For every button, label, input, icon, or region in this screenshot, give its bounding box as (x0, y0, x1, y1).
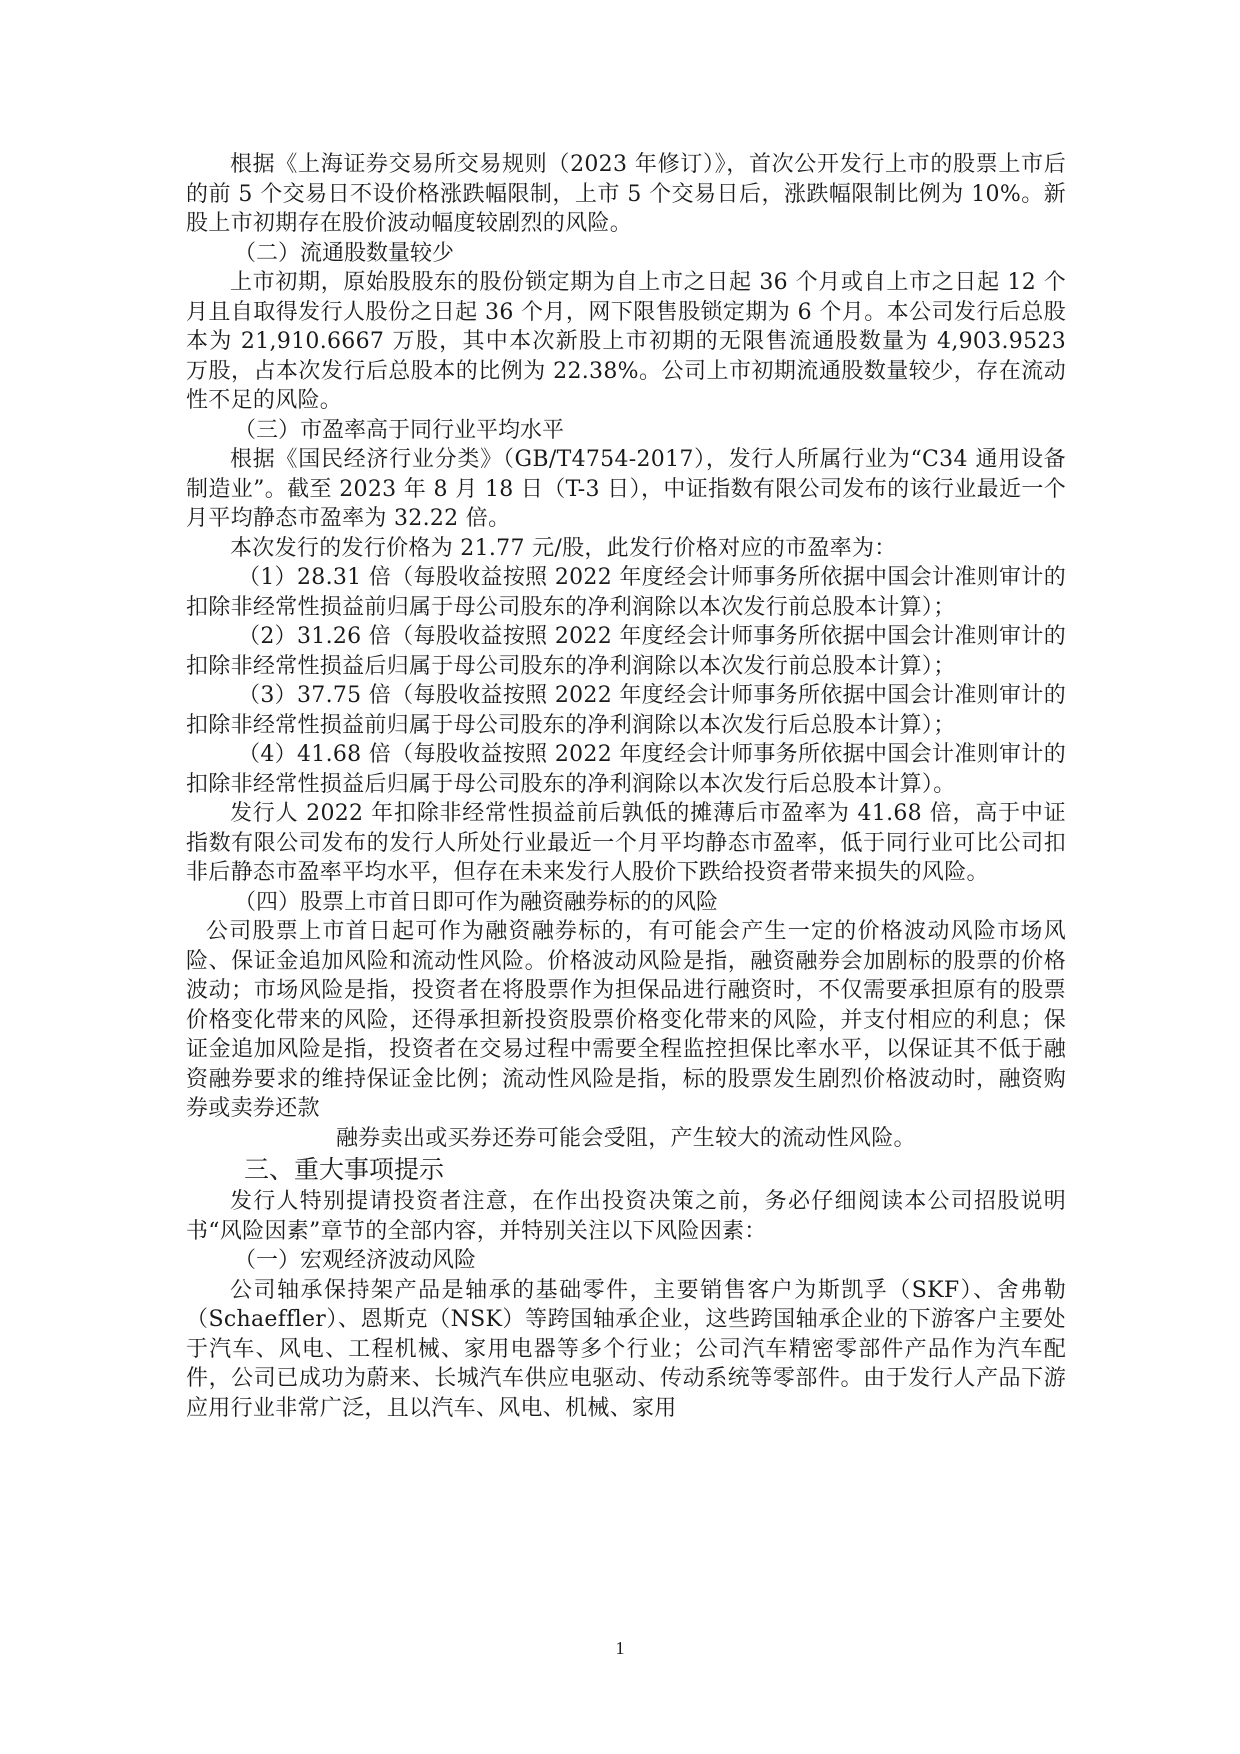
paragraph: 公司轴承保持架产品是轴承的基础零件，主要销售客户为斯凯孚（SKF）、舍弗勒（Schaeffler）、恩斯克（NSK）等跨国轴承企业，这些跨国轴承企业的下游客户主要处于汽车、风电、工程机械、家用电器等多个行业；公司汽车精密零部件产品作为汽车配件，公司已成功为蔚来、长城汽车供应电驱动、传动系统等零部件。由于发行人产品下游应用行业非常广泛，且以汽车、风电、机械、家用 (186, 1277, 1066, 1421)
paragraph: 本次发行的发行价格为 21.77 元/股，此发行价格对应的市盈率为： (230, 535, 897, 561)
chapter-heading: 三、重大事项提示 (244, 1155, 445, 1184)
paragraph: 根据《上海证券交易所交易规则（2023 年修订）》，首次公开发行上市的股票上市后的前 5 个交易日不设价格涨跌幅限制，上市 5 个交易日后，涨跌幅限制比例为 10%。新股上市初期存在股价波动幅度较剧烈的风险。 (186, 152, 1066, 236)
list-item: （2）31.26 倍（每股收益按照 2022 年度经会计师事务所依据中国会计准则审计的扣除非经常性损益后归属于母公司股东的净利润除以本次发行前总股本计算）； (186, 624, 1066, 679)
paragraph: 发行人特别提请投资者注意，在作出投资决策之前，务必仔细阅读本公司招股说明书“风险因素”章节的全部内容，并特别关注以下风险因素： (186, 1189, 1066, 1244)
page-number: 1 (615, 1638, 625, 1658)
section-heading: （四）股票上市首日即可作为融资融券标的的风险 (234, 889, 719, 915)
paragraph: 根据《国民经济行业分类》（GB/T4754-2017），发行人所属行业为“C34 通用设备制造业”。截至 2023 年 8 月 18 日（T-3 日），中证指数有限公司发布的该行业最近一个月平均静态市盈率为 32.22 倍。 (186, 447, 1066, 531)
list-item: （3）37.75 倍（每股收益按照 2022 年度经会计师事务所依据中国会计准则审计的扣除非经常性损益前归属于母公司股东的净利润除以本次发行后总股本计算）； (186, 683, 1066, 738)
list-item: （4）41.68 倍（每股收益按照 2022 年度经会计师事务所依据中国会计准则审计的扣除非经常性损益后归属于母公司股东的净利润除以本次发行后总股本计算）。 (186, 742, 1066, 797)
list-item: （1）28.31 倍（每股收益按照 2022 年度经会计师事务所依据中国会计准则审计的扣除非经常性损益前归属于母公司股东的净利润除以本次发行前总股本计算）； (186, 565, 1066, 620)
paragraph: 公司股票上市首日起可作为融资融券标的，有可能会产生一定的价格波动风险市场风险、保证金追加风险和流动性风险。价格波动风险是指，融资融券会加剧标的股票的价格波动；市场风险是指，投资者在将股票作为担保品进行融资时，不仅需要承担原有的股票价格变化带来的风险，还得承担新投资股票价格变化带来的风险，并支付相应的利息；保证金追加风险是指，投资者在交易过程中需要全程监控担保比率水平，以保证其不低于融资融券要求的维持保证金比例；流动性风险是指，标的股票发生剧烈价格波动时，融资购券或卖券还款 (186, 919, 1066, 1121)
paragraph: 上市初期，原始股股东的股份锁定期为自上市之日起 36 个月或自上市之日起 12 个月且自取得发行人股份之日起 36 个月，网下限售股锁定期为 6 个月。本公司发行后总股本为 21,910.6667 万股，其中本次新股上市初期的无限售流通股数量为 4,903.9523 万股，占本次发行后总股本的比例为 22.38%。公司上市初期流通股数量较少，存在流动性不足的风险。 (186, 270, 1066, 413)
paragraph: 发行人 2022 年扣除非经常性损益前后孰低的摊薄后市盈率为 41.68 倍，高于中证指数有限公司发布的发行人所处行业最近一个月平均静态市盈率，低于同行业可比公司扣非后静态市盈率平均水平，但存在未来发行人股价下跌给投资者带来损失的风险。 (186, 801, 1066, 885)
document-body (186, 150, 1066, 1423)
section-heading: （一）宏观经济波动风险 (234, 1248, 477, 1273)
paragraph: 融券卖出或买券还券可能会受阻，产生较大的流动性风险。 (336, 1125, 916, 1151)
section-heading: （二）流通股数量较少 (234, 240, 455, 266)
section-heading: （三）市盈率高于同行业平均水平 (234, 417, 565, 443)
